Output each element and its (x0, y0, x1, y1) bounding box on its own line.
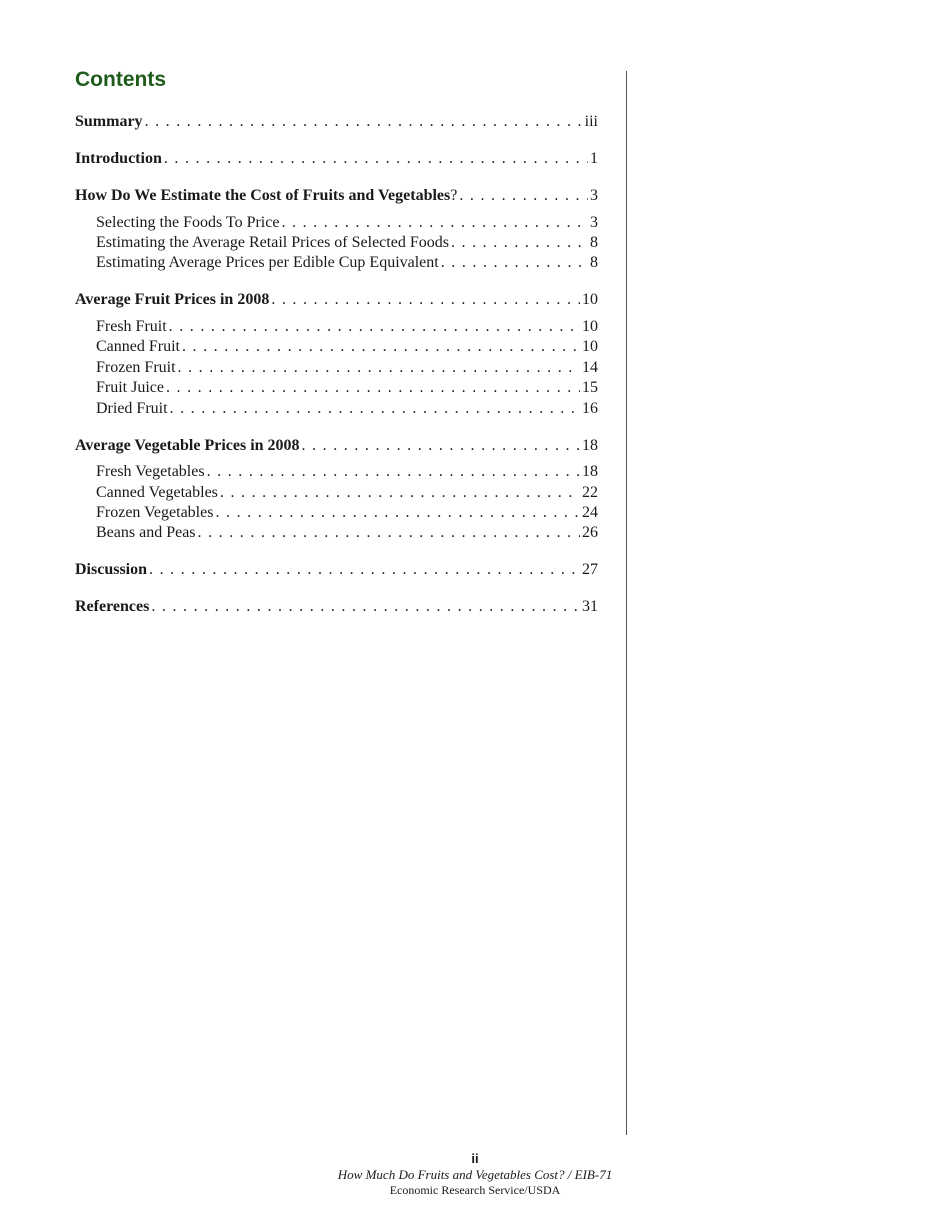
dot-leader (145, 112, 583, 132)
toc-subentry-label: Estimating Average Prices per Edible Cup Equivalent (96, 254, 439, 272)
toc-entry[interactable] (75, 597, 598, 617)
toc-subsection-list (75, 213, 598, 274)
toc-subentry[interactable] (96, 337, 598, 357)
vertical-divider (626, 71, 627, 1135)
toc-page-number: 15 (582, 379, 598, 397)
toc-page-number: 10 (582, 291, 598, 309)
toc-page-number: 3 (590, 213, 598, 231)
toc-entry[interactable] (75, 149, 598, 169)
organization-name: Economic Research Service/USDA (389, 1183, 561, 1197)
toc-subentry-label: Beans and Peas (96, 524, 196, 542)
toc-entry-title: How Do We Estimate the Cost of Fruits and Vegetables (75, 187, 451, 204)
dot-leader (169, 317, 580, 337)
toc-subentry[interactable] (96, 378, 598, 398)
toc-entry-label (75, 290, 269, 310)
table-of-contents (75, 112, 598, 618)
dot-leader (164, 149, 588, 169)
dot-leader (151, 597, 580, 617)
toc-entry-title-suffix: ? (450, 187, 458, 204)
toc-page-number: 18 (582, 463, 598, 481)
toc-subentry-label: Fresh Vegetables (96, 463, 205, 481)
toc-page-number: 18 (582, 436, 598, 454)
dot-leader (207, 462, 580, 482)
publication-title: How Much Do Fruits and Vegetables Cost? / EIB-71 (337, 1167, 613, 1182)
toc-entry-title: References (75, 598, 150, 616)
page-footer (0, 1150, 950, 1198)
dot-leader (441, 253, 588, 273)
toc-page-number: 10 (582, 318, 598, 335)
toc-entry-label (75, 112, 143, 132)
toc-page-number: 8 (590, 254, 598, 272)
toc-subentry-label: Estimating the Average Retail Prices of Selected Foods (96, 234, 449, 251)
dot-leader (281, 213, 588, 233)
page-number: ii (471, 1151, 479, 1166)
dot-leader (198, 523, 580, 543)
toc-page-number: 14 (582, 358, 598, 376)
toc-subentry-label: Canned Vegetables (96, 483, 218, 501)
dot-leader (459, 186, 588, 206)
dot-leader (182, 337, 580, 357)
dot-leader (149, 560, 580, 580)
toc-subentry[interactable] (96, 358, 598, 378)
dot-leader (178, 358, 580, 378)
toc-page-number: 27 (582, 561, 598, 579)
toc-entry[interactable] (75, 112, 598, 132)
toc-entry-label (75, 149, 162, 169)
toc-subentry[interactable] (96, 399, 598, 419)
dot-leader (220, 483, 580, 503)
toc-subentry[interactable] (96, 503, 598, 523)
toc-entry[interactable] (75, 186, 598, 206)
toc-subentry-label: Frozen Vegetables (96, 504, 214, 522)
toc-page-number: 3 (590, 187, 598, 204)
toc-subentry[interactable] (96, 483, 598, 503)
dot-leader (170, 399, 580, 419)
toc-page-number: 16 (582, 399, 598, 417)
toc-page-number: 26 (582, 524, 598, 542)
toc-subentry-label: Fresh Fruit (96, 318, 167, 335)
toc-page-number: 1 (590, 150, 598, 167)
toc-subentry[interactable] (96, 233, 598, 253)
toc-entry[interactable] (75, 436, 598, 456)
dot-leader (271, 290, 580, 310)
toc-entry-title: Average Vegetable Prices in 2008 (75, 436, 300, 454)
dot-leader (215, 503, 580, 523)
toc-subentry-label: Dried Fruit (96, 399, 168, 417)
toc-entry-label (75, 597, 149, 617)
toc-subentry[interactable] (96, 317, 598, 337)
toc-entry-title: Average Fruit Prices in 2008 (75, 291, 270, 309)
toc-entry[interactable] (75, 290, 598, 310)
toc-entry-title: Introduction (75, 150, 162, 167)
toc-subentry[interactable] (96, 462, 598, 482)
toc-entry-title: Discussion (75, 561, 148, 579)
toc-subentry[interactable] (96, 523, 598, 543)
toc-entry-title: Summary (75, 113, 143, 130)
toc-subentry-label: Frozen Fruit (96, 358, 176, 376)
toc-page-number: 24 (582, 504, 598, 522)
toc-page-number: 22 (582, 483, 598, 501)
toc-page-number: 31 (582, 598, 598, 616)
dot-leader (166, 378, 580, 398)
toc-subentry[interactable] (96, 213, 598, 233)
toc-page-number: iii (584, 113, 598, 130)
dot-leader (302, 436, 580, 456)
toc-subentry[interactable] (96, 253, 598, 273)
toc-entry-label (75, 560, 147, 580)
toc-subentry-label: Fruit Juice (96, 379, 164, 397)
toc-subentry-label: Canned Fruit (96, 338, 180, 356)
dot-leader (451, 233, 588, 253)
toc-entry-label (75, 186, 457, 206)
toc-subsection-list (75, 317, 598, 419)
toc-subentry-label: Selecting the Foods To Price (96, 213, 280, 231)
toc-subsection-list (75, 462, 598, 544)
toc-entry[interactable] (75, 560, 598, 580)
page-title: Contents (75, 68, 166, 91)
toc-entry-label (75, 436, 300, 456)
toc-page-number: 10 (582, 338, 598, 356)
toc-page-number: 8 (590, 234, 598, 251)
